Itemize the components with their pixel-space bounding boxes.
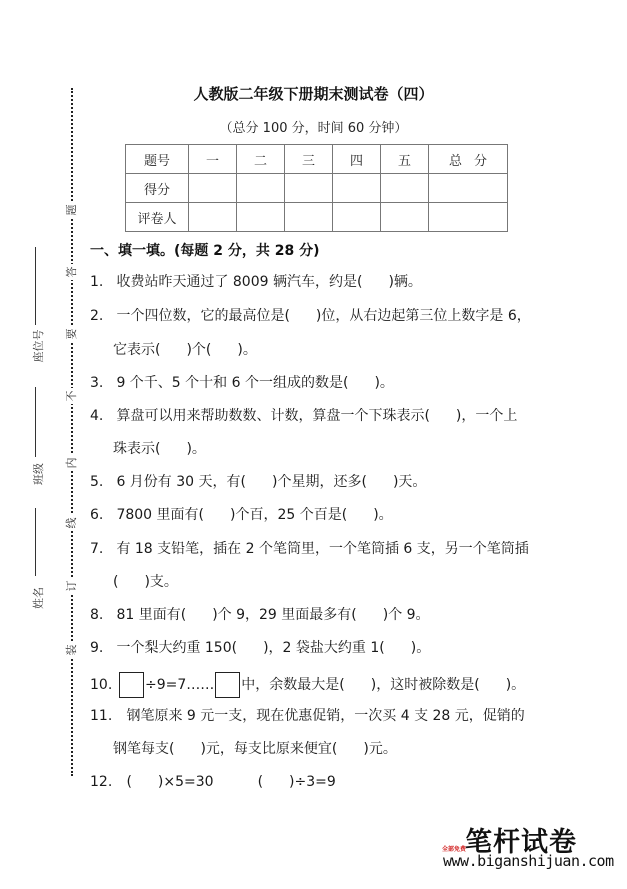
score-cell[interactable] (237, 174, 285, 203)
question-text: ÷9=7…… (145, 677, 215, 693)
question-text: )。 (505, 677, 526, 693)
question-number: 1. (90, 274, 104, 290)
question-number: 2. (90, 308, 104, 324)
grader-cell[interactable] (189, 203, 237, 232)
class-line[interactable] (35, 387, 36, 457)
question-text: ( (126, 774, 132, 790)
grader-cell[interactable] (237, 203, 285, 232)
question-text: )。 (186, 441, 206, 457)
question-9 (90, 638, 430, 658)
score-table (125, 144, 508, 232)
brand-name: 笔杆试卷 (465, 827, 577, 858)
header-cell: 二 (237, 145, 285, 174)
exam-subtitle: （总分 100 分，时间 60 分钟） (219, 121, 408, 136)
question-10 (90, 672, 525, 698)
question-text: 钢笔每支( (113, 741, 175, 757)
question-text: 它表示( (113, 342, 161, 358)
question-text: )÷3=9 (289, 774, 336, 790)
question-7-continued (113, 572, 178, 592)
question-text: )，一个上 (455, 408, 518, 424)
question-text: 6 月份有 30 天，有( (116, 474, 246, 490)
question-text: )。 (237, 342, 257, 358)
question-text: 钢笔原来 9 元一支，现在优惠促销，一次买 4 支 28 元，促销的 (126, 708, 525, 724)
score-row (126, 174, 508, 203)
brand-url[interactable]: www.biganshijuan.com (443, 852, 614, 870)
question-text: 81 里面有( (116, 607, 187, 623)
question-text: )个星期，还多( (272, 474, 367, 490)
grader-cell[interactable] (429, 203, 508, 232)
margin-char: 要 (64, 326, 80, 342)
question-number: 11. (90, 708, 113, 724)
question-number: 5. (90, 474, 104, 490)
question-number: 10. (90, 677, 113, 693)
header-cell: 三 (285, 145, 333, 174)
header-cell: 题号 (126, 145, 189, 174)
question-text: )元。 (363, 741, 397, 757)
question-5 (90, 472, 426, 492)
question-1 (90, 272, 422, 292)
question-number: 8. (90, 607, 104, 623)
question-8 (90, 605, 430, 625)
name-label: 姓名 (32, 587, 45, 609)
question-text: 7800 里面有( (116, 507, 204, 523)
section-heading: 一、填一填。(每题 2 分，共 28 分) (90, 243, 320, 259)
question-text: )。 (374, 375, 394, 391)
margin-char: 答 (64, 264, 80, 280)
name-line[interactable] (35, 508, 36, 576)
question-text: 一个梨大约重 150( (116, 640, 238, 656)
header-cell: 五 (381, 145, 429, 174)
free-badge: 全部免费 (442, 846, 467, 853)
margin-char: 内 (64, 455, 80, 471)
question-text: )个百，25 个百是( (230, 507, 348, 523)
question-number: 6. (90, 507, 104, 523)
question-text: 有 18 支铅笔，插在 2 个笔筒里，一个笔筒插 6 支，另一个笔筒插 (116, 541, 529, 557)
remainder-box[interactable] (215, 672, 240, 698)
question-text: )辆。 (388, 274, 422, 290)
margin-char: 线 (64, 515, 80, 531)
question-6 (90, 505, 393, 525)
question-2-continued (113, 340, 257, 360)
question-4 (90, 406, 517, 426)
question-text: ( (257, 774, 264, 790)
exam-title: 人教版二年级下册期末测试卷（四） (193, 85, 434, 103)
question-number: 3. (90, 375, 104, 391)
question-text: 算盘可以用来帮助数数、计数，算盘一个下珠表示( (116, 408, 430, 424)
question-text: )×5=30 (157, 774, 214, 790)
question-text: ( (113, 574, 119, 590)
dividend-box[interactable] (119, 672, 144, 698)
question-text: )支。 (144, 574, 178, 590)
margin-char: 订 (64, 578, 80, 594)
question-text: )。 (410, 640, 431, 656)
row-label: 得分 (126, 174, 189, 203)
score-table-header-row (126, 145, 508, 174)
margin-char: 不 (64, 388, 80, 404)
question-text: )个 9，29 里面最多有( (212, 607, 357, 623)
question-4-continued (113, 439, 206, 459)
class-label: 班级 (32, 463, 45, 485)
question-2 (90, 306, 531, 326)
margin-char: 题 (64, 202, 80, 218)
question-text: 收费站昨天通过了 8009 辆汽车，约是( (116, 274, 363, 290)
margin-char: 装 (64, 642, 80, 658)
question-7 (90, 539, 529, 559)
grader-cell[interactable] (333, 203, 381, 232)
row-label: 评卷人 (126, 203, 189, 232)
question-11 (90, 706, 525, 726)
binding-dotted-line (71, 88, 73, 776)
score-cell[interactable] (429, 174, 508, 203)
question-number: 7. (90, 541, 104, 557)
question-text: 中，余数最大是( (241, 677, 345, 693)
watermark-logo (442, 820, 625, 880)
score-cell[interactable] (285, 174, 333, 203)
question-text: 9 个千、5 个十和 6 个一组成的数是( (116, 375, 349, 391)
header-cell: 四 (333, 145, 381, 174)
grader-cell[interactable] (285, 203, 333, 232)
question-text: )位，从右边起第三位上数字是 6， (315, 308, 531, 324)
question-text: )元，每支比原来便宜( (200, 741, 338, 757)
header-cell: 总分 (429, 145, 508, 174)
seat-number-label: 座位号 (32, 329, 45, 363)
question-text: )个( (186, 342, 212, 358)
question-text: )，2 袋盐大约重 1( (263, 640, 385, 656)
question-text: )，这时被除数是( (370, 677, 480, 693)
score-cell[interactable] (189, 174, 237, 203)
grader-row (126, 203, 508, 232)
question-number: 12. (90, 774, 113, 790)
question-text: )。 (373, 507, 393, 523)
question-12 (90, 772, 336, 792)
question-number: 9. (90, 640, 104, 656)
score-cell[interactable] (381, 174, 429, 203)
question-text: 珠表示( (113, 441, 161, 457)
question-3 (90, 373, 394, 393)
question-text: 一个四位数，它的最高位是( (116, 308, 290, 324)
grader-cell[interactable] (381, 203, 429, 232)
question-text: )个 9。 (382, 607, 430, 623)
score-cell[interactable] (333, 174, 381, 203)
question-number: 4. (90, 408, 104, 424)
question-11-continued (113, 739, 397, 759)
header-cell: 一 (189, 145, 237, 174)
question-text: )天。 (392, 474, 427, 490)
seat-number-line[interactable] (35, 247, 36, 325)
